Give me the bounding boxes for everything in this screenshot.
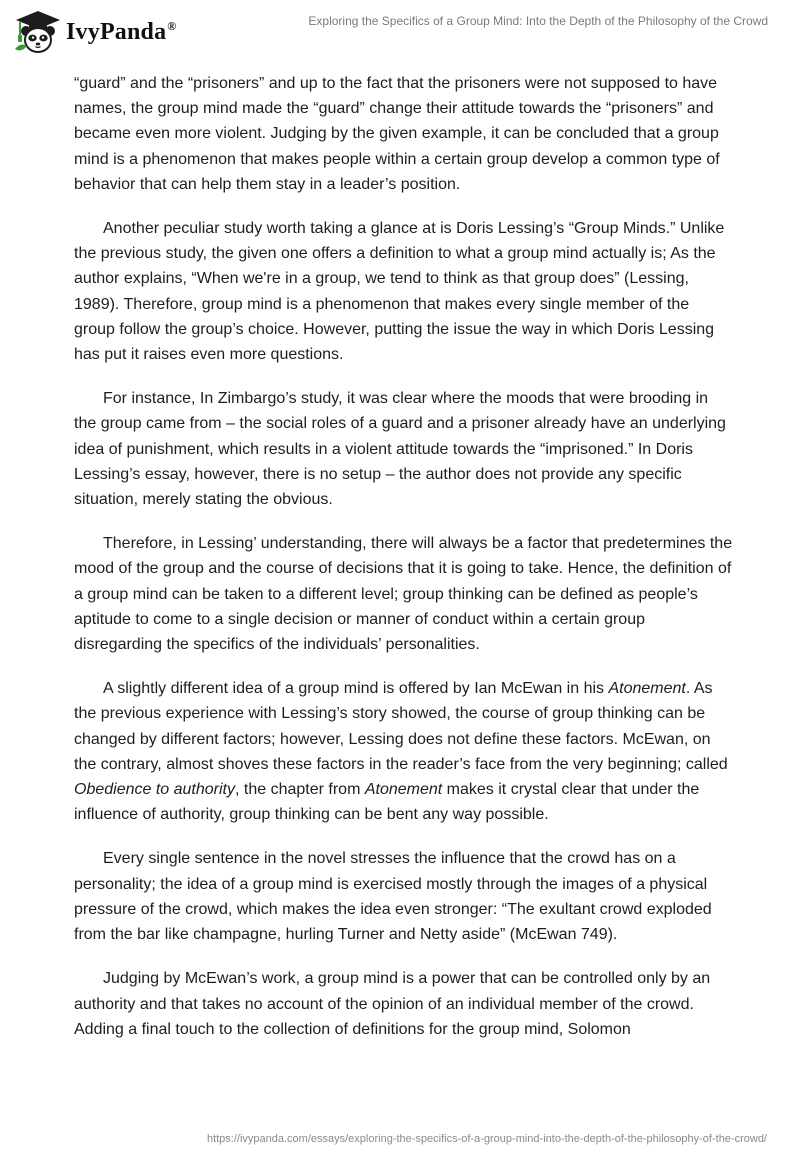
- paragraph: Judging by McEwan’s work, a group mind is a power that can be controlled only by an authority and that takes no account of the opinion of an individual member of the crowd. Adding a final touch to the collection of definitions for the group mind, Solomon: [74, 970, 711, 1038]
- chapter-title: Obedience to authority: [74, 781, 235, 799]
- document-title: Exploring the Specifics of a Group Mind: Into the Depth of the Philosophy of the Crowd: [308, 14, 768, 28]
- registered-mark: ®: [167, 18, 177, 33]
- paragraph-text: , the chapter from: [235, 781, 365, 799]
- source-url[interactable]: https://ivypanda.com/essays/exploring-the-specifics-of-a-group-mind-into-the-depth-of-the-philosophy-of-the-crowd/: [206, 1133, 767, 1145]
- paragraph: Another peculiar study worth taking a glance at is Doris Lessing’s “Group Minds.” Unlike the previous study, the given one offers a definition to what a group mind actually is; As the author explains, “When we're in a group, we tend to think as that group does” (Lessing, 1989). Therefore, group mind is a phenomenon that makes every single member of the group follow the group’s choice. However, putting the issue the way in which Doris Lessing has put it raises even more questions.: [74, 220, 725, 364]
- paragraph: Every single sentence in the novel stresses the influence that the crowd has on a personality; the idea of a group mind is exercised mostly through the images of a physical pressure of the crowd, which makes the idea even stronger: “The exultant crowd exploded from the bar like champagne, hurling Turner and Netty aside” (McEwan 749).: [74, 850, 712, 944]
- essay-body: [74, 71, 734, 1061]
- page-header: [0, 0, 800, 62]
- paragraph-text: . As the previous experience with Lessing’s story showed, the course of group thinking can be changed by different factors; however, Lessing does not define these factors. McEwan, on the contrary, almost shoves these factors in the reader’s face from the very beginning; called: [74, 680, 728, 773]
- panda-graduate-icon: [12, 9, 64, 55]
- paragraph: “guard” and the “prisoners” and up to the fact that the prisoners were not supposed to have names, the group mind made the “guard” change their attitude towards the “prisoners” and became even more violent. Judging by the given example, it can be concluded that a group mind is a phenomenon that makes people within a certain group develop a common type of behavior that can help them stay in a leader’s position.: [74, 75, 720, 193]
- paragraph: For instance, In Zimbargo’s study, it was clear where the moods that were brooding in the group came from – the social roles of a guard and a prisoner already have an underlying idea of punishment, which results in a violent attitude towards the “imprisoned.” In Doris Lessing’s essay, however, there is no setup – the author does not provide any specific situation, merely stating the obvious.: [74, 390, 726, 509]
- book-title: Atonement: [608, 680, 686, 698]
- brand-name: IvyPanda®: [66, 18, 177, 45]
- paragraph: Therefore, in Lessing’ understanding, there will always be a factor that predetermines the mood of the group and the course of decisions that it is going to take. Hence, the definition of a group mind can be taken to a different level; group thinking can be defined as people’s aptitude to come to a single decision or manner of conduct within a certain group disregarding the specifics of the individuals’ personalities.: [74, 535, 733, 654]
- book-title: Atonement: [364, 781, 443, 799]
- ivypanda-logo[interactable]: [12, 8, 176, 56]
- paragraph: [74, 676, 734, 827]
- paragraph-text: makes it crystal clear that under the influence of authority, group thinking can be bent any way possible.: [74, 781, 700, 824]
- paragraph-text: A slightly different idea of a group mind is offered by Ian McEwan in his: [103, 680, 609, 698]
